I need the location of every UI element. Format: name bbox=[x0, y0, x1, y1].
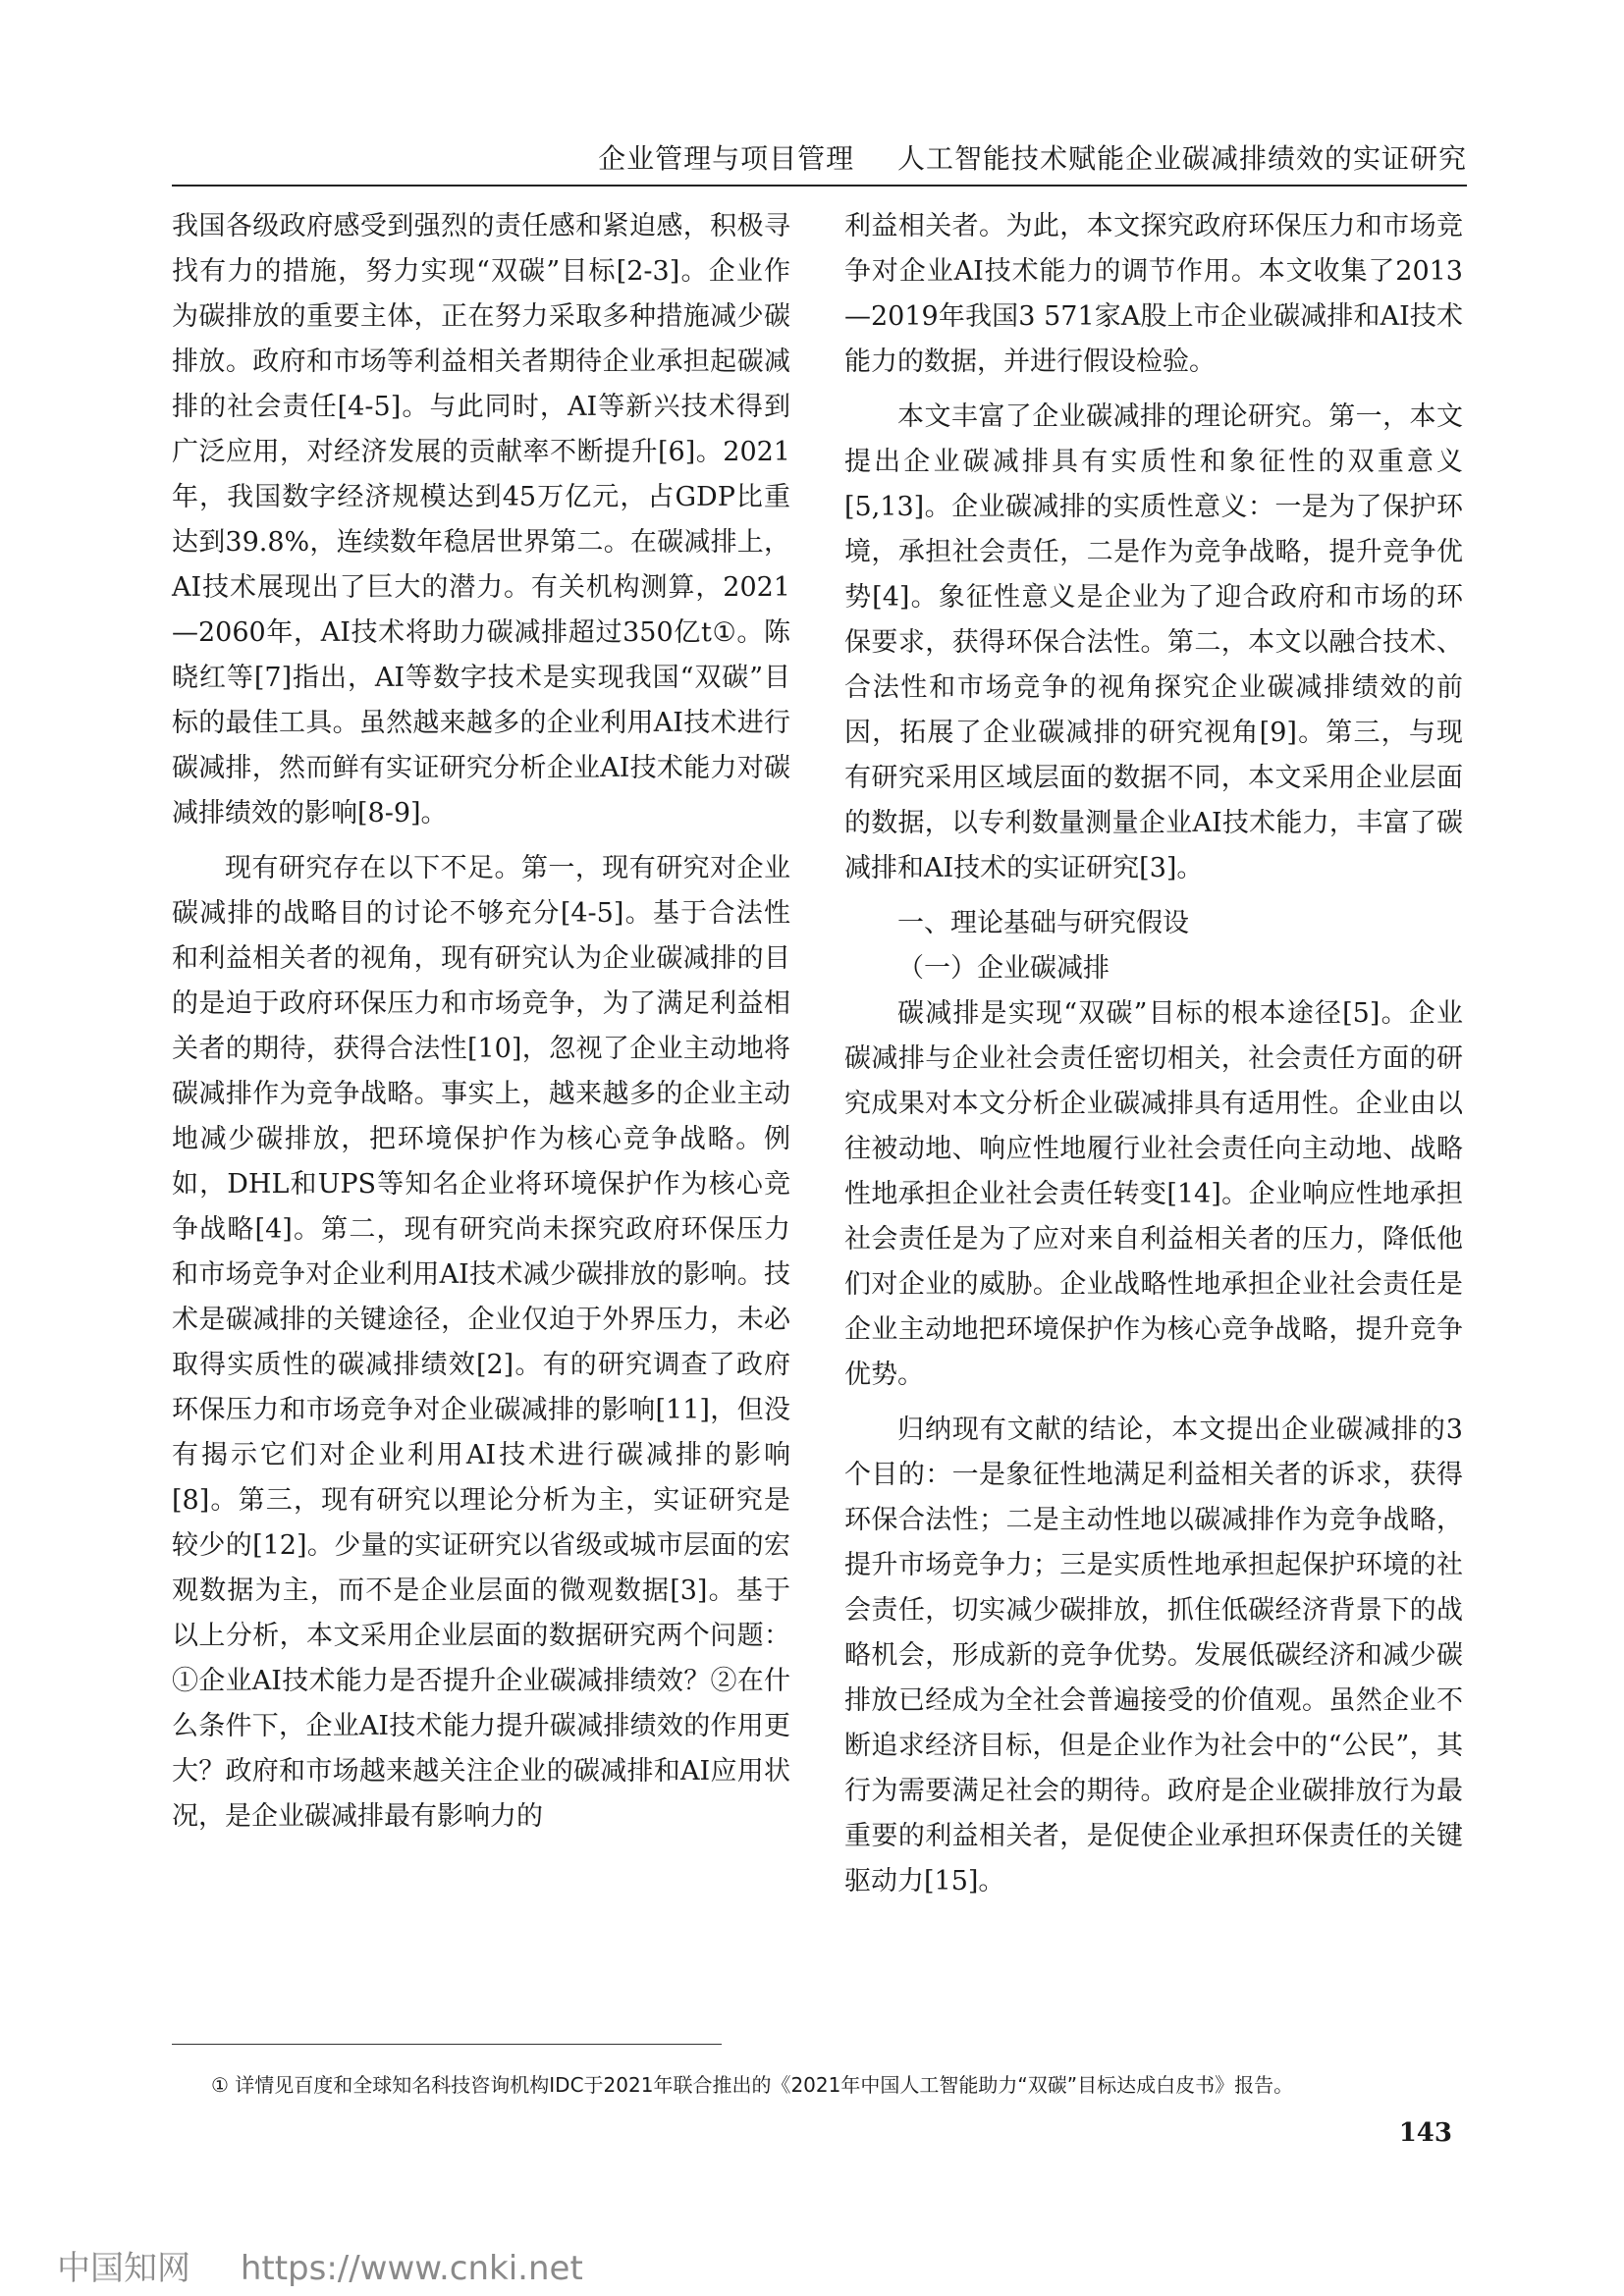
watermark-brand: 中国知网 bbox=[57, 2249, 190, 2288]
paragraph: 利益相关者。为此，本文探究政府环保压力和市场竞争对企业AI技术能力的调节作用。本文收集了2013—2019年我国3 571家A股上市企业碳减排和AI技术能力的数据，并进行假设检验。 bbox=[844, 211, 1463, 377]
page-number: 143 bbox=[1398, 2118, 1452, 2148]
paragraph: 我国各级政府感受到强烈的责任感和紧迫感，积极寻找有力的措施，努力实现“双碳”目标[2-3]。企业作为碳排放的重要主体，正在努力采取多种措施减少碳排放。政府和市场等利益相关者期待企业承担起碳减排的社会责任[4-5]。与此同时，AI等新兴技术得到广泛应用，对经济发展的贡献率不断提升[6]。2021年，我国数字经济规模达到45万亿元，占GDP比重达到39.8%，连续数年稳居世界第二。在碳减排上，AI技术展现出了巨大的潜力。有关机构测算，2021—2060年，AI技术将助力碳减排超过350亿t①。陈晓红等[7]指出，AI等数字技术是实现我国“双碳”目标的最佳工具。虽然越来越多的企业利用AI技术进行碳减排，然而鲜有实证研究分析企业AI技术能力对碳减排绩效的影响[8-9]。 bbox=[172, 211, 790, 828]
paragraph: 碳减排是实现“双碳”目标的根本途径[5]。企业碳减排与企业社会责任密切相关，社会责任方面的研究成果对本文分析企业碳减排具有适用性。企业由以往被动地、响应性地履行业社会责任向主动地、战略性地承担企业社会责任转变[14]。企业响应性地承担社会责任是为了应对来自利益相关者的压力，降低他们对企业的威胁。企业战略性地承担企业社会责任是企业主动地把环境保护作为核心竞争战略，提升竞争优势。 bbox=[844, 998, 1463, 1390]
paragraph: 本文丰富了企业碳减排的理论研究。第一，本文提出企业碳减排具有实质性和象征性的双重意义[5,13]。企业碳减排的实质性意义：一是为了保护环境，承担社会责任，二是作为竞争战略，提升竞争优势[4]。象征性意义是企业为了迎合政府和市场的环保要求，获得环保合法性。第二，本文以融合技术、合法性和市场竞争的视角探究企业碳减排绩效的前因，拓展了企业碳减排的研究视角[9]。第三，与现有研究采用区域层面的数据不同，本文采用企业层面的数据，以专利数量测量企业AI技术能力，丰富了碳减排和AI技术的实证研究[3]。 bbox=[844, 401, 1463, 883]
right-column bbox=[844, 204, 1463, 1904]
paragraph: 归纳现有文献的结论，本文提出企业碳减排的3个目的：一是象征性地满足利益相关者的诉求，获得环保合法性；二是主动性地以碳减排作为竞争战略，提升市场竞争力；三是实质性地承担起保护环境的社会责任，切实减少碳排放，抓住低碳经济背景下的战略机会，形成新的竞争优势。发展低碳经济和减少碳排放已经成为全社会普遍接受的价值观。虽然企业不断追求经济目标，但是企业作为社会中的“公民”，其行为需要满足社会的期待。政府是企业碳排放行为最重要的利益相关者，是促使企业承担环保责任的关键驱动力[15]。 bbox=[844, 1415, 1463, 1896]
left-column bbox=[172, 204, 790, 1840]
article-title: 人工智能技术赋能企业碳减排绩效的实证研究 bbox=[896, 142, 1467, 175]
running-header bbox=[172, 137, 1467, 177]
footnote-rule bbox=[172, 2044, 722, 2045]
paragraph: 现有研究存在以下不足。第一，现有研究对企业碳减排的战略目的讨论不够充分[4-5]。基于合法性和利益相关者的视角，现有研究认为企业碳减排的目的是迫于政府环保压力和市场竞争，为了满足利益相关者的期待，获得合法性[10]，忽视了企业主动地将碳减排作为竞争战略。事实上，越来越多的企业主动地减少碳排放，把环境保护作为核心竞争战略。例如，DHL和UPS等知名企业将环境保护作为核心竞争战略[4]。第二，现有研究尚未探究政府环保压力和市场竞争对企业利用AI技术减少碳排放的影响。技术是碳减排的关键途径，企业仅迫于外界压力，未必取得实质性的碳减排绩效[2]。有的研究调查了政府环保压力和市场竞争对企业碳减排的影响[11]，但没有揭示它们对企业利用AI技术进行碳减排的影响[8]。第三，现有研究以理论分析为主，实证研究是较少的[12]。少量的实证研究以省级或城市层面的宏观数据为主，而不是企业层面的微观数据[3]。基于以上分析，本文采用企业层面的数据研究两个问题：①企业AI技术能力是否提升企业碳减排绩效？②在什么条件下，企业AI技术能力提升碳减排绩效的作用更大？政府和市场越来越关注企业的碳减排和AI应用状况，是企业碳减排最有影响力的 bbox=[172, 853, 790, 1832]
watermark bbox=[57, 2241, 583, 2289]
section-heading: 一、理论基础与研究假设 bbox=[897, 908, 1189, 938]
footnote: ① 详情见百度和全球知名科技咨询机构IDC于2021年联合推出的《2021年中国人工智能助力“双碳”目标达成白皮书》报告。 bbox=[211, 2073, 1294, 2097]
subsection-heading: （一）企业碳减排 bbox=[897, 953, 1110, 984]
journal-section: 企业管理与项目管理 bbox=[598, 142, 855, 175]
watermark-url: https://www.cnki.net bbox=[240, 2249, 583, 2288]
header-rule bbox=[172, 185, 1467, 187]
